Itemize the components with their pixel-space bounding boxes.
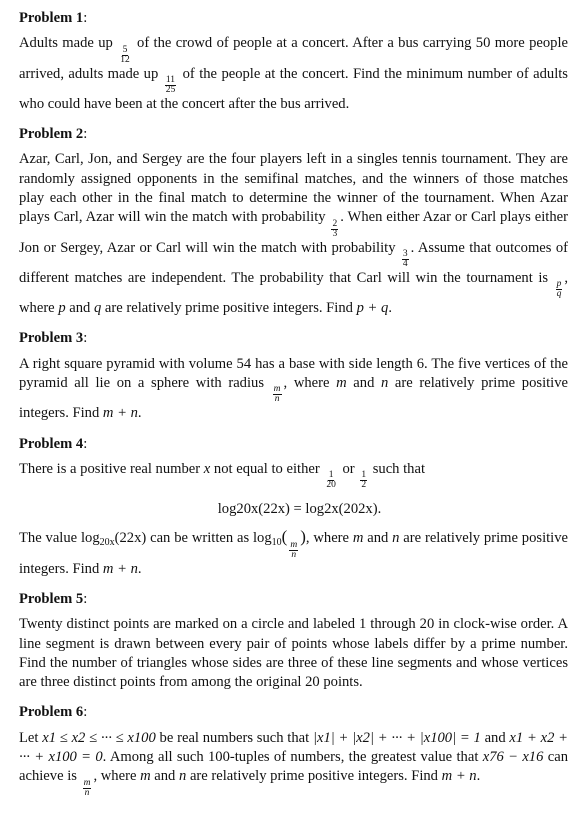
fraction: $\frac{m}{n}$ — [83, 777, 91, 798]
fraction: $\frac{1}{20}$ — [326, 470, 336, 491]
problem-text: Let x1 ≤ x2 ≤ ··· ≤ x100 be real numbers such that |x1| + |x2| + ··· + |x100| = 1 and x1 + x2 + ··· + x100 = 0. Among all such 100-tuples of numbers, the greatest value that x76 − x16 can achieve is $\frac{m}{n}$ , where m and n are relatively prime positive integers. Find m + n. — [19, 729, 568, 798]
fraction: $\frac{3}{4}$ — [402, 248, 408, 269]
fraction: $\frac{2}{3}$ — [332, 218, 338, 239]
problem-text: There is a positive real number x not equal to either $\frac{1}{20}$ or $\frac{1}{2}$ such that — [19, 460, 426, 491]
fraction: $\frac{m}{n}$ — [290, 539, 298, 560]
problem-text: A right square pyramid with volume 54 has a base with side length 6. The five vertices of the pyramid all lie on a sphere with radius $\frac{m}{n}$ , where m and n are relatively prime positive integers. Find m + n. — [19, 355, 569, 422]
fraction: $\frac{11}{25}$ — [165, 74, 176, 95]
problem-text: Azar, Carl, Jon, and Sergey are the four players left in a singles tennis tournament. They are randomly assigned opponents in the semifinal matches, and the winners of those matches play each other in the final match to determine the winner of the tournament. When Azar plays Carl, Azar will win the match with probability $\frac{2}{3}$ . When either Azar or Carl plays either Jon or Sergey, Azar or Carl will win the match with probability $\frac{3}{4}$ . Assume that outcomes of different matches are independent. The probability that Carl will win the tournament is $\frac{p}{q}$ , where p and q are relatively prime positive integers. Find p + q. — [19, 151, 568, 317]
fraction: $\frac{1}{2}$ — [361, 470, 367, 491]
problem-title: Problem 2: — [19, 126, 88, 143]
problem-set — [19, 9, 568, 809]
problem-text: Twenty distinct points are marked on a circle and labeled 1 through 20 in clock-wise order. A line segment is drawn between every pair of points whose labels differ by a prime number. Find the number of triangles whose sides are three of these line segments and whose vertices are three distinct points from among the original 20 points. — [19, 616, 568, 691]
fraction: $\frac{m}{n}$ — [273, 384, 281, 405]
problem-title: Problem 3: — [19, 330, 88, 347]
problem-1 — [19, 9, 568, 114]
fraction: $\frac{5}{12}$ — [120, 44, 130, 65]
problem-title: Problem 1: — [19, 10, 88, 26]
problem-title: Problem 5: — [19, 590, 88, 607]
problem-2 — [19, 125, 568, 318]
problem-title: Problem 6: — [19, 704, 88, 721]
problem-4 — [19, 435, 568, 579]
problem-5 — [19, 590, 568, 692]
problem-6 — [19, 703, 568, 797]
problem-text: Adults made up $\frac{5}{12}$ of the crowd of people at a concert. After a bus carrying 50 more people arrived, adults made up $\frac{11}{25}$ of the people at the concert. Find the minimum number of adults who could have been at the concert after the bus arrived. — [19, 35, 568, 112]
display-equation: log20x(22x) = log2x(202x). — [217, 501, 382, 518]
problem-text: The value $\log_{20x}(22x)$ can be written as $\log_{10}$( $\frac{m}{n}$ ), where m and n are relatively prime positive integers. Find m + n. — [19, 527, 569, 577]
problem-3 — [19, 329, 568, 423]
problem-title: Problem 4: — [19, 435, 88, 452]
fraction: $\frac{p}{q}$ — [556, 279, 562, 300]
